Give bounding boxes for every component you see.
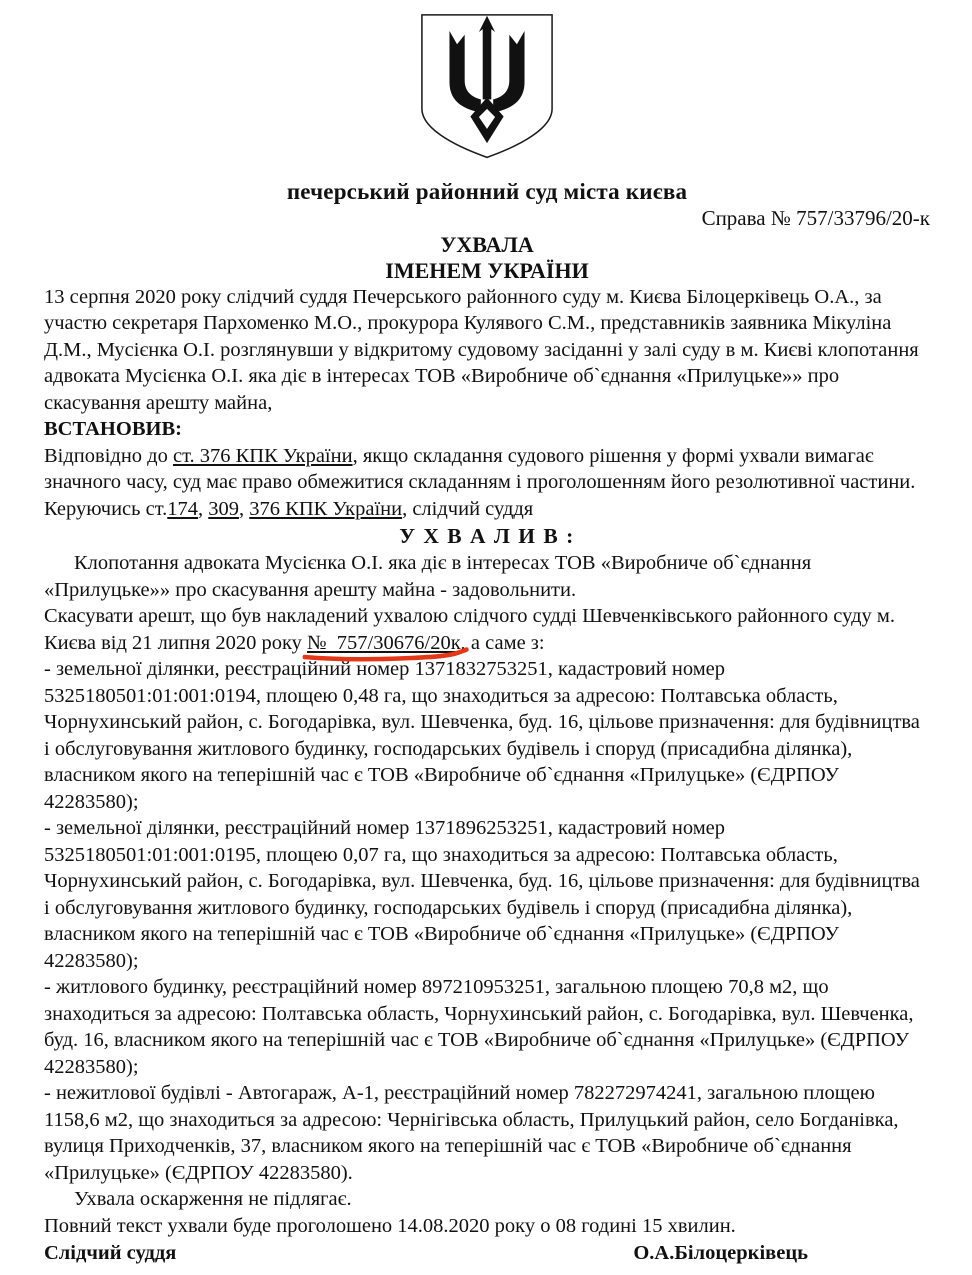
grant-paragraph: Клопотання адвоката Мусієнка О.І. яка діє в інтересах ТОВ «Виробниче об`єднання «Прилуцьке»» про скасування арешту майна - задовольнити. (44, 552, 812, 601)
reasoning-text-before: Відповідно до (44, 444, 173, 467)
court-name: печерський районний суд міста києва (286, 178, 688, 204)
asset-item-land-2: - земельної ділянки, реєстраційний номер 1371896253251, кадастровий номер 5325180501:01:001:0195, площею 0,07 га, що знаходиться за адресою: Полтавська область, Чорнухинський район, с. Богодарівка, вул. Шевченка, буд. 16, цільове призначення: для будівництва і обслуговування житлового будинку, господарських будівель і споруд (присадибна ділянка), власником якого на теперішній час є ТОВ «Виробниче об`єднання «Прилуцьке» (ЄДРПОУ 42283580); (44, 817, 920, 972)
no-appeal-note: Ухвала оскарження не підлягає. (74, 1188, 352, 1210)
emblem-container (44, 12, 930, 172)
lift-text-after: , а саме з: (460, 631, 545, 654)
guided-prefix: Керуючись ст. (44, 497, 168, 520)
case-number: Справа № 757/33796/20-к (701, 205, 930, 230)
link-art-376-kpk-2[interactable]: 376 КПК України (249, 497, 403, 520)
signature-row (44, 1240, 930, 1267)
guided-by-paragraph (44, 496, 930, 523)
prior-case-number (307, 632, 461, 654)
ukraine-trident-icon (418, 12, 556, 164)
link-art-174[interactable]: 174 (167, 497, 199, 520)
link-art-309[interactable]: 309 (208, 497, 240, 520)
established-heading: ВСТАНОВИВ: (44, 418, 182, 440)
intro-paragraph: 13 серпня 2020 року слідчий суддя Печерського районного суду м. Києва Білоцерківець О.А., за участю секретаря Пархоменко М.О., прокурора Кулявого С.М., представників заявника Мікуліна Д.М., Мусієнка О.І. розглянувши у відкритому судовому засіданні у залі суду в м. Києві клопотання адвоката Мусієнка О.І. яка діє в інтересах ТОВ «Виробниче об`єднання «Прилуцьке»» про скасування арешту майна, (44, 285, 919, 414)
reasoning-text-after: , якщо складання судового рішення у формі ухвали вимагає значного часу, суд має право обмежитися складанням і проголошенням його резолютивної частини. (44, 444, 916, 493)
reasoning-paragraph (44, 443, 930, 496)
separator: , (198, 497, 209, 520)
document-subtitle: ІМЕНЕМ УКРАЇНИ (385, 257, 589, 283)
link-art-376-kpk[interactable]: ст. 376 КПК України (172, 444, 353, 467)
separator: , (239, 497, 250, 520)
judge-name: О.А.Білоцерківець (633, 1242, 808, 1264)
resolved-heading: У Х В А Л И В : (399, 524, 575, 548)
prior-case-number-text: № 757/30676/20к (307, 631, 461, 654)
asset-item-house: - житлового будинку, реєстраційний номер 897210953251, загальною площею 70,8 м2, що знаходиться за адресою: Полтавська область, Чорнухинський район, с. Богодарівка, вул. Шевченка, буд. 16, власником якого на теперішній час є ТОВ «Виробниче об`єднання «Прилуцьке» (ЄДРПОУ 42283580); (44, 976, 914, 1078)
lift-arrest-paragraph (44, 603, 930, 656)
judge-label: Слідчий суддя (44, 1242, 177, 1264)
asset-item-land-1: - земельної ділянки, реєстраційний номер 1371832753251, кадастровий номер 5325180501:01:001:0194, площею 0,48 га, що знаходиться за адресою: Полтавська область, Чорнухинський район, с. Богодарівка, вул. Шевченка, буд. 16, цільове призначення: для будівництва і обслуговування житлового будинку, господарських будівель і споруд (присадибна ділянка), власником якого на теперішній час є ТОВ «Виробниче об`єднання «Прилуцьке» (ЄДРПОУ 42283580); (44, 658, 920, 813)
document-title: УХВАЛА (440, 231, 534, 257)
asset-item-garage: - нежитлової будівлі - Автогараж, А-1, реєстраційний номер 782272974241, загальною площею 1158,6 м2, що знаходиться за адресою: Чернігівська область, Прилуцький район, село Богданівка, вулиця Приходченків, 37, власником якого на теперішній час є ТОВ «Виробниче об`єднання «Прилуцьке» (ЄДРПОУ 42283580). (44, 1082, 899, 1184)
full-text-notice: Повний текст ухвали буде проголошено 14.08.2020 року о 08 годині 15 хвилин. (44, 1214, 736, 1237)
lift-text-before: Скасувати арешт, що був накладений ухвалою слідчого судді Шевченківського районного суду м. Києва від 21 липня 2020 року (44, 605, 895, 654)
guided-suffix: , слідчий суддя (402, 497, 534, 520)
